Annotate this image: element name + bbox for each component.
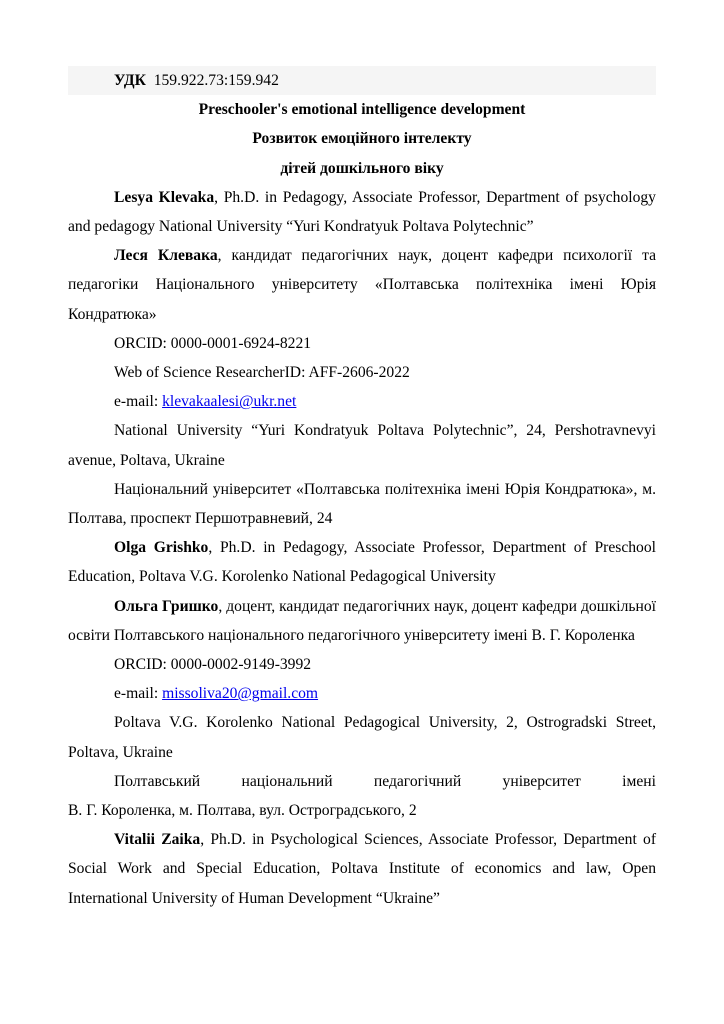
title-ukrainian-line2: дітей дошкільного віку xyxy=(280,159,444,177)
author1-email-line: e-mail: klevakaalesi@ukr.net xyxy=(114,393,297,411)
author2-orcid: ORCID: 0000-0002-9149-3992 xyxy=(114,656,312,674)
author2-name-en: Olga Grishko xyxy=(114,539,209,557)
udk-line xyxy=(68,66,656,95)
author1-address-en: National University “Yuri Kondratyuk Poltava Polytechnic”, 24, Pershotravnevyi avenue, Poltava, Ukraine xyxy=(68,422,656,469)
udk-code: 159.922.73:159.942 xyxy=(153,72,279,89)
author2-email-link[interactable]: missoliva20@gmail.com xyxy=(162,685,319,703)
author2-affiliation-en: Olga Grishko, Ph.D. in Pedagogy, Associate Professor, Department of Preschool Education, Poltava V.G. Korolenko National Pedagogical University xyxy=(68,539,656,586)
author2-address-uk-line2: В. Г. Короленка, м. Полтава, вул. Остроградського, 2 xyxy=(68,802,417,820)
paper-page xyxy=(68,66,656,913)
author1-wos-id: Web of Science ResearcherID: AFF-2606-2022 xyxy=(114,364,410,382)
title-english: Preschooler's emotional intelligence development xyxy=(198,101,526,119)
author1-name-en: Lesya Klevaka xyxy=(114,188,215,206)
author1-email-link[interactable]: klevakaalesi@ukr.net xyxy=(162,393,297,411)
udk-label: УДК xyxy=(114,72,146,89)
author2-name-uk: Ольга Гришко xyxy=(114,597,219,615)
author2-email-line: e-mail: missoliva20@gmail.com xyxy=(114,685,319,703)
author2-address-en: Poltava V.G. Korolenko National Pedagogical University, 2, Ostrogradski Street, Poltava, Ukraine xyxy=(68,714,656,761)
author1-affiliation-en: Lesya Klevaka, Ph.D. in Pedagogy, Associate Professor, Department of psychology and pedagogy National University “Yuri Kondratyuk Poltava Polytechnic” xyxy=(68,188,656,236)
author1-orcid: ORCID: 0000-0001-6924-8221 xyxy=(114,334,312,352)
author3-affiliation-en: Vitalii Zaika, Ph.D. in Psychological Sciences, Associate Professor, Department of Social Work and Special Education, Poltava Institute of economics and law, Open International University of Human Development “Ukraine” xyxy=(68,831,657,907)
author1-affiliation-uk: Леся Клевака, кандидат педагогічних наук, доцент кафедри психології та педагогіки Національного університету «Полтавська політехніка імені Юрія Кондратюка» xyxy=(68,247,656,323)
author1-name-uk: Леся Клевака xyxy=(114,247,218,265)
author2-address-uk-line1: Полтавський національний педагогічний університет імені xyxy=(114,772,656,790)
title-ukrainian-line1: Розвиток емоційного інтелекту xyxy=(252,130,472,148)
author3-name-en: Vitalii Zaika xyxy=(114,831,201,849)
author1-address-uk: Національний університет «Полтавська політехніка імені Юрія Кондратюка», м. Полтава, проспект Першотравневий, 24 xyxy=(68,480,656,528)
author2-affiliation-uk: Ольга Гришко, доцент, кандидат педагогічних наук, доцент кафедри дошкільної освіти Полтавського національного педагогічного університету імені В. Г. Короленка xyxy=(68,597,656,644)
